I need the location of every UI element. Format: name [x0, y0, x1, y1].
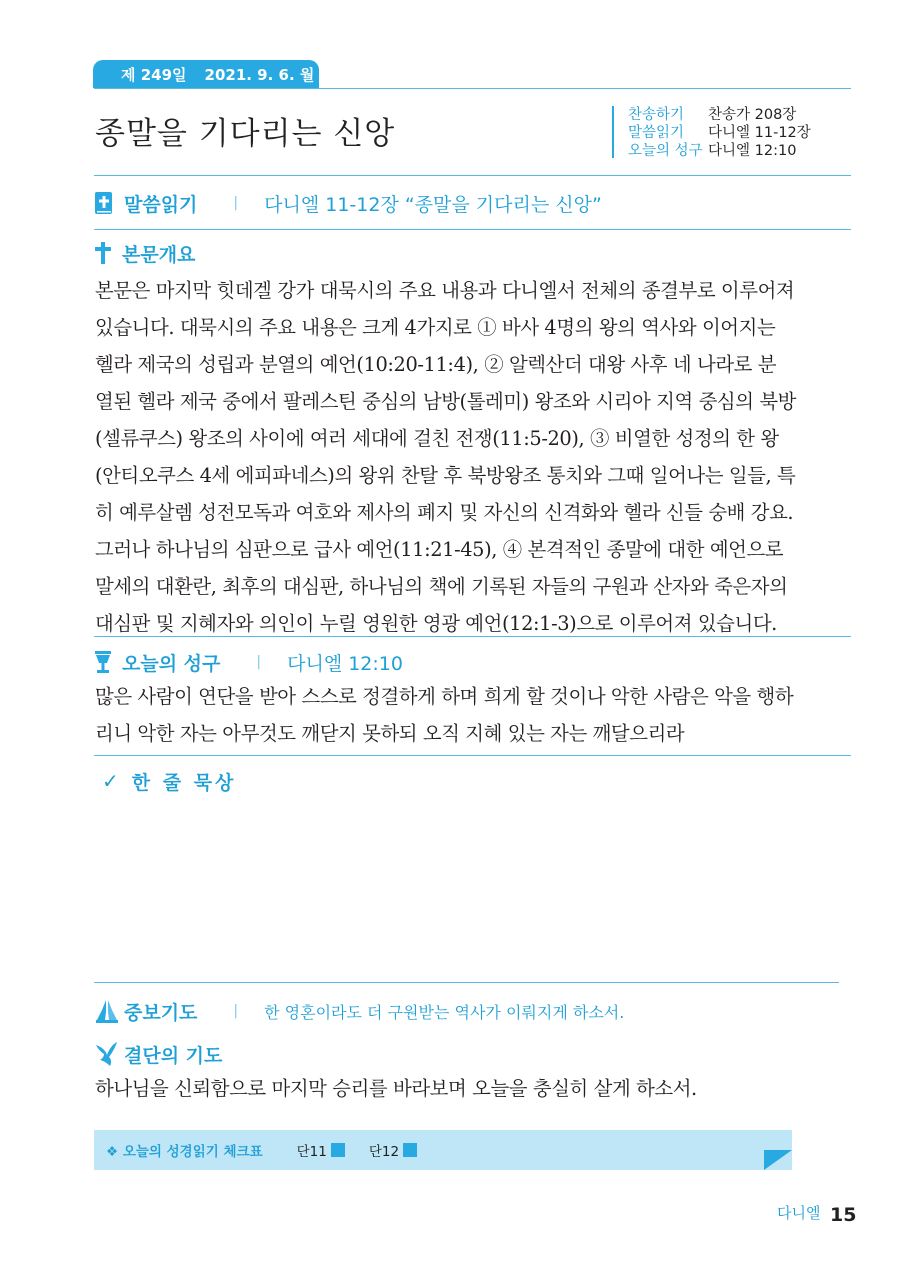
dove-icon [94, 1041, 118, 1067]
verse-section-head: 오늘의 성구 | 다니엘 12:10 [94, 649, 403, 675]
footer-book-name: 다니엘 [777, 1204, 821, 1222]
divider [94, 636, 851, 637]
checklist-label: ❖ 오늘의 성경읽기 체크표 [106, 1144, 263, 1160]
check-icon: ✓ [102, 769, 122, 793]
resolution-section-head [94, 1040, 222, 1068]
verse-ref: 다니엘 12:10 [287, 652, 403, 675]
meditation-section-head [94, 768, 236, 794]
reading-section-head: 말씀읽기 | 다니엘 11-12장 “종말을 기다리는 신앙” [94, 190, 602, 216]
date-label: 2021. 9. 6. 월 [204, 65, 315, 84]
page-fold-corner [764, 1150, 792, 1170]
page-number: 15 [830, 1204, 857, 1226]
chalice-icon [94, 650, 112, 674]
resolution-body: 하나님을 신뢰함으로 마지막 승리를 바라보며 오늘을 충실히 살게 하소서. [95, 1077, 697, 1100]
day-date-tab [93, 60, 319, 88]
cross-icon [94, 241, 112, 265]
summary-label: 본문개요 [122, 243, 196, 266]
intercession-label: 중보기도 [124, 1001, 198, 1024]
resolution-label: 결단의 기도 [124, 1044, 223, 1067]
verse-body: 많은 사람이 연단을 받아 스스로 정결하게 하며 희게 할 것이나 악한 사람은 악을 행하 리니 악한 자는 아무것도 깨닫지 못하되 오직 지혜 있는 자는 깨달으리라 [95, 685, 794, 745]
meta-verse: 오늘의 성구 다니엘 12:10 [628, 143, 797, 159]
divider [94, 755, 851, 756]
header-rule [94, 88, 851, 89]
summary-body: 본문은 마지막 힛데겔 강가 대묵시의 주요 내용과 다니엘서 전체의 종결부로 이루어져 있습니다. 대묵시의 주요 내용은 크게 4가지로 ① 바사 4명의 왕의 역사와 이어지는 헬라 제국의 성립과 분열의 예언(10:20-11:4), ② 알렉산더 대왕 사후 네 나라로 분 열된 헬라 제국 중에서 팔레스틴 중심의 남방(톨레미) 왕조와 시리아 지역 중심의 북방 (셀류쿠스) 왕조의 사이에 여러 세대에 걸친 전쟁(11:5-20), ③ 비열한 성정의 한 왕 (안티오쿠스 4세 에피파네스)의 왕위 찬탈 후 북방왕조 통치와 그때 일어나는 일들, 특 히 예루살렘 성전모독과 여호와 제사의 폐지 및 자신의 신격화와 헬라 신들 숭배 강요. 그러나 하나님의 심판으로 급사 예언(11:21-45), ④ 본격적인 종말에 대한 예언으로 말세의 대환란, 최후의 대심판, 하나님의 책에 기록된 자들의 구원과 산자와 죽은자의 대심판 및 지혜자와 의인이 누릴 영원한 영광 예언(12:1-3)으로 이루어져 있습니다. [95, 279, 796, 635]
divider [94, 175, 851, 176]
reading-label: 말씀읽기 [124, 193, 198, 216]
intercession-section-head: 중보기도 | 한 영혼이라도 더 구원받는 역사가 이뤄지게 하소서. [94, 997, 624, 1025]
meta-divider [612, 106, 614, 158]
divider [94, 229, 851, 230]
checklist-item-dan11[interactable]: 단11 [297, 1140, 345, 1160]
reading-text: 다니엘 11-12장 “종말을 기다리는 신앙” [264, 193, 602, 216]
reading-checklist-bar [94, 1130, 792, 1170]
page-title: 종말을 기다리는 신앙 [95, 116, 396, 152]
divider [94, 982, 839, 983]
verse-label: 오늘의 성구 [122, 652, 221, 675]
praying-hands-icon [94, 998, 120, 1024]
checkbox[interactable] [331, 1143, 345, 1157]
checkbox[interactable] [403, 1143, 417, 1157]
bible-icon [94, 191, 114, 215]
meta-reading: 말씀읽기 다니엘 11-12장 [628, 125, 811, 141]
meditation-label: 한 줄 묵상 [131, 771, 237, 794]
checklist-item-dan12[interactable]: 단12 [369, 1140, 417, 1160]
meta-hymn: 찬송하기 찬송가 208장 [628, 107, 797, 123]
intercession-text: 한 영혼이라도 더 구원받는 역사가 이뤄지게 하소서. [264, 1002, 625, 1022]
day-number: 제 249일 [121, 65, 187, 84]
summary-section-head [94, 240, 195, 266]
